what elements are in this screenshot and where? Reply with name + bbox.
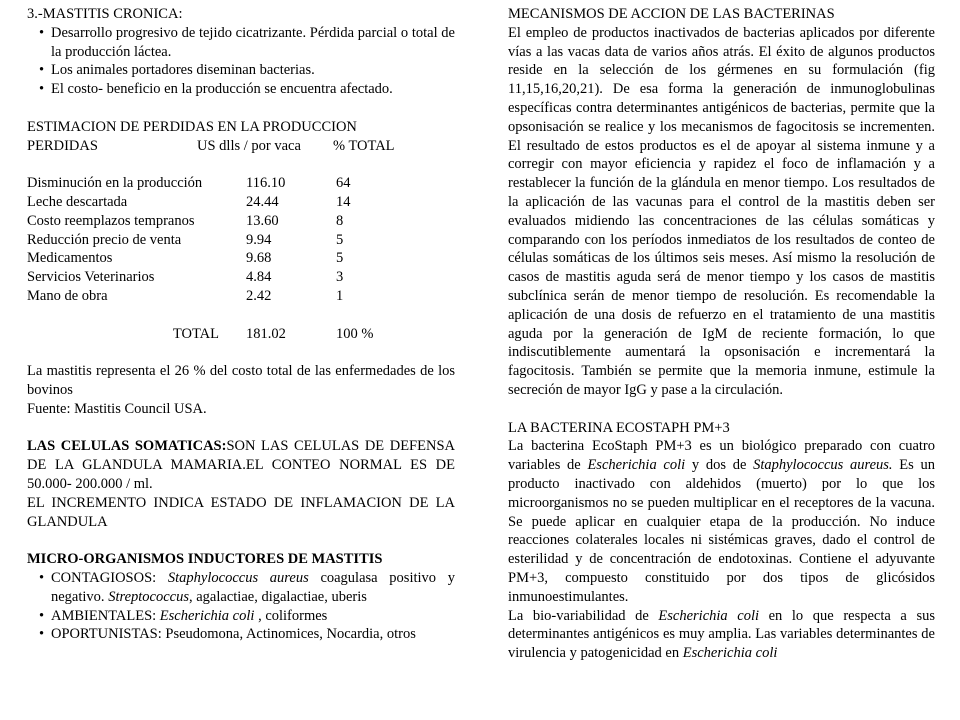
ecostaph-paragraph: La bacterina EcoStaph PM+3 es un biológico preparado con cuatro variables de Escherichia coli y dos de Staphylococcus aureus. Es un producto inactivado con aldehidos (muerto) por lo que los microorganismos no se pueden multiplicar en el receptores de la vacuna. Se puede aplicar en cualquier etapa de la producción. No induce reacciones colaterales locales ni sistémicas graves, dado el control de esterilidad y de concentración de endotoxinas. Contiene el adyuvante PM+3, compuesto constituido por dos tipos de glicósidos inmunoestimulantes. (508, 438, 935, 605)
table-row: Reducción precio de venta 9.94 5 (27, 231, 344, 248)
bullet-icon: • (39, 569, 45, 586)
mechanisms-paragraph: El empleo de productos inactivados de bacterias aplicados por diferente vías a las vacas data de varios años atrás. El éxito de algunos productos reside en la selección de los gérmenes en su formulación (fig 11,15,16,20,21). De esa forma la generación de inmunoglobulinas específicas contra determinantes antigénicos de bacterias, permite que la opsonisación se realice y los mecanismos de fagocitosis se incrementen. El resultado de estos productos es el de apoyar al sistema inmune y a corregir con mayor eficiencia y rapidez el foco de inflamación y a restablecer la función de la glándula en menor tiempo. Los resultados de la aplicación de las vacunas para el control de la mastitis deben ser evaluados midiendo las concentraciones de las células somáticas y comparando con los períodos inmediatos de los resultados de conteo de células somáticas de los últimos seis meses. Así mismo la resolución de casos de mastitis aguda será de menor tiempo y los casos de mastitis subclínica serán de menor tiempo de resolución. Es recomendable la aplicación de una dosis de refuerzo en el tratamiento de una mastitis aguda por la generación de IgM de reciente formación, lo que indiscutiblemente aumentará la opsonisación e incrementará la fagocitosis. También se permite que la memoria inmune, estimule la secreción de mayor IgG y pase a la circulación. (508, 24, 935, 398)
losses-table-header (27, 137, 455, 156)
table-row: Disminución en la producción 116.10 64 (27, 175, 351, 192)
right-column (508, 5, 935, 663)
bullet-item: • Desarrollo progresivo de tejido cicatrizante. Pérdida parcial o total de la producción láctea. (39, 24, 455, 60)
somatic-cells-paragraph: LAS CELULAS SOMATICAS:SON LAS CELULAS DE DEFENSA DE LA GLANDULA MAMARIA.EL CONTEO NORMAL ES DE 50.000- 200.000 / ml. (27, 438, 455, 492)
cost-note: La mastitis representa el 26 % del costo total de las enfermedades de los bovinos (27, 363, 455, 398)
bullet-item: • Los animales portadores diseminan bacterias. (39, 62, 315, 79)
inflammation-paragraph: EL INCREMENTO INDICA ESTADO DE INFLAMACION DE LA GLANDULA (27, 494, 455, 530)
table-row: Mano de obra 2.42 1 (27, 287, 344, 304)
table-row: Leche descartada 24.44 14 (27, 193, 351, 210)
header-cell: PERDIDAS (27, 137, 98, 154)
bullet-item: • CONTAGIOSOS: Staphylococcus aureus coagulasa positivo y negativo. Streptococcus, agalactiae, digalactiae, uberis (39, 569, 455, 605)
bullet-icon: • (39, 626, 45, 643)
table-row: Medicamentos 9.68 5 (27, 250, 344, 267)
biovariability-paragraph: La bio-variabilidad de Escherichia coli en lo que respecta a sus determinantes antigénicos es muy amplia. Las variables determinantes de virulencia y patogenicidad en Escherichia coli (508, 607, 935, 662)
bullet-icon: • (39, 24, 45, 41)
bullet-item: • OPORTUNISTAS: Pseudomona, Actinomices, Nocardia, otros (39, 626, 416, 643)
total-row: TOTAL 181.02 100 % (172, 325, 374, 342)
table-row: Servicios Veterinarios 4.84 3 (27, 269, 344, 286)
ecostaph-heading: LA BACTERINA ECOSTAPH PM+3 (508, 419, 730, 436)
bullet-icon: • (39, 81, 45, 98)
chronic-mastitis-heading: 3.-MASTITIS CRONICA: (27, 6, 183, 22)
bullet-icon: • (39, 62, 45, 79)
losses-table-title: ESTIMACION DE PERDIDAS EN LA PRODUCCION (27, 118, 357, 135)
header-cell: US dlls / por vaca (197, 137, 301, 154)
bacterin-mechanisms-heading: MECANISMOS DE ACCION DE LAS BACTERINAS (508, 6, 835, 22)
source-note: Fuente: Mastitis Council USA. (27, 400, 207, 417)
header-cell: % TOTAL (333, 137, 395, 154)
bullet-icon: • (39, 607, 45, 624)
bullet-item: • El costo- beneficio en la producción se encuentra afectado. (39, 81, 393, 98)
left-column (27, 5, 455, 644)
microorganisms-heading: MICRO-ORGANISMOS INDUCTORES DE MASTITIS (27, 551, 383, 568)
bullet-item: • AMBIENTALES: Escherichia coli , coliformes (39, 607, 328, 624)
table-row: Costo reemplazos tempranos 13.60 8 (27, 212, 344, 229)
